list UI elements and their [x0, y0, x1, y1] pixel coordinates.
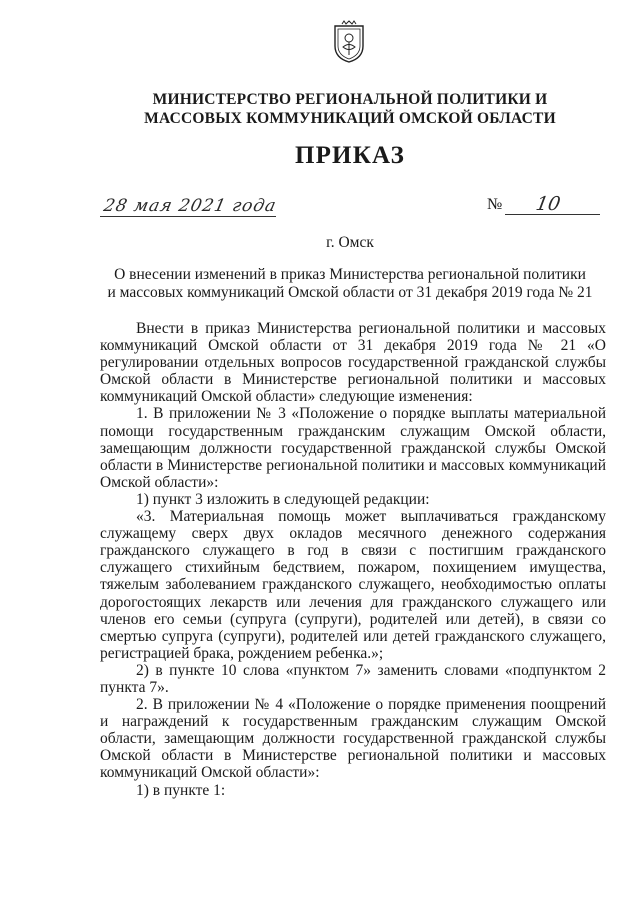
body-paragraph-intro: Внести в приказ Министерства региональной политики и массовых коммуникаций Омской области от 31 декабря 2019 года № 21 «О регулировании отдельных вопросов государственной гражданской службы Омской области в Министерстве региональной политики и массовых коммуникаций Омской области» следующие изменения:	[100, 320, 606, 406]
order-number-label: №	[487, 196, 503, 213]
document-title: ПРИКАЗ	[294, 142, 406, 169]
ministry-name-line2: МАССОВЫХ КОММУНИКАЦИЙ ОМСКОЙ ОБЛАСТИ	[144, 110, 556, 127]
order-subject-line1: О внесении изменений в приказ Министерства региональной политики	[114, 266, 586, 283]
body-paragraph-item1-sub2: 2) в пункте 10 слова «пунктом 7» заменить словами «подпунктом 2 пункта 7».	[100, 661, 606, 696]
order-subject-line2: и массовых коммуникаций Омской области от 31 декабря 2019 года № 21	[107, 284, 593, 301]
body-paragraph-item2: 2. В приложении № 4 «Положение о порядке применения поощрений и награждений к государственным гражданским служащим Омской области, замещающим должности государственной гражданской службы Омской области в Министерстве региональной политики и массовых коммуникаций Омской области»:	[100, 696, 606, 782]
body-paragraph-item2-sub1: 1) в пункте 1:	[136, 781, 226, 799]
order-number-underline	[505, 214, 600, 215]
body-paragraph-item1: 1. В приложении № 3 «Положение о порядке выплаты материальной помощи государственным гражданским служащим Омской области, замещающим должности государственной гражданской службы Омской области в Министерстве региональной политики и массовых коммуникаций Омской области»:	[100, 405, 606, 491]
ministry-name-line1: МИНИСТЕРСТВО РЕГИОНАЛЬНОЙ ПОЛИТИКИ И	[152, 91, 548, 108]
handwritten-date: 28 мая 2021 года	[101, 196, 279, 216]
handwritten-order-number: 10	[534, 193, 563, 215]
date-underline	[100, 216, 276, 217]
ministry-name	[100, 90, 600, 128]
document-body	[100, 320, 606, 799]
city: г. Омск	[326, 234, 374, 251]
order-subject	[100, 266, 600, 302]
body-paragraph-item1-quote: «3. Материальная помощь может выплачиваться гражданскому служащему сверх двух окладов месячного денежного содержания гражданского служащего в год в связи с постигшим гражданского служащего стихийным бедствием, пожаром, похищением имущества, тяжелым заболеванием гражданского служащего, необходимостью оплаты дорогостоящих лекарств или лечения для гражданского служащего или членов его семьи (супруга (супруги), родителей или детей), в связи со смертью супруга (супруги), родителей или детей гражданского служащего, регистрацией брака, рождением ребенка.»;	[100, 508, 606, 662]
omsk-region-coat-of-arms-icon	[331, 20, 367, 64]
body-paragraph-item1-sub1: 1) пункт 3 изложить в следующей редакции:	[136, 490, 430, 508]
